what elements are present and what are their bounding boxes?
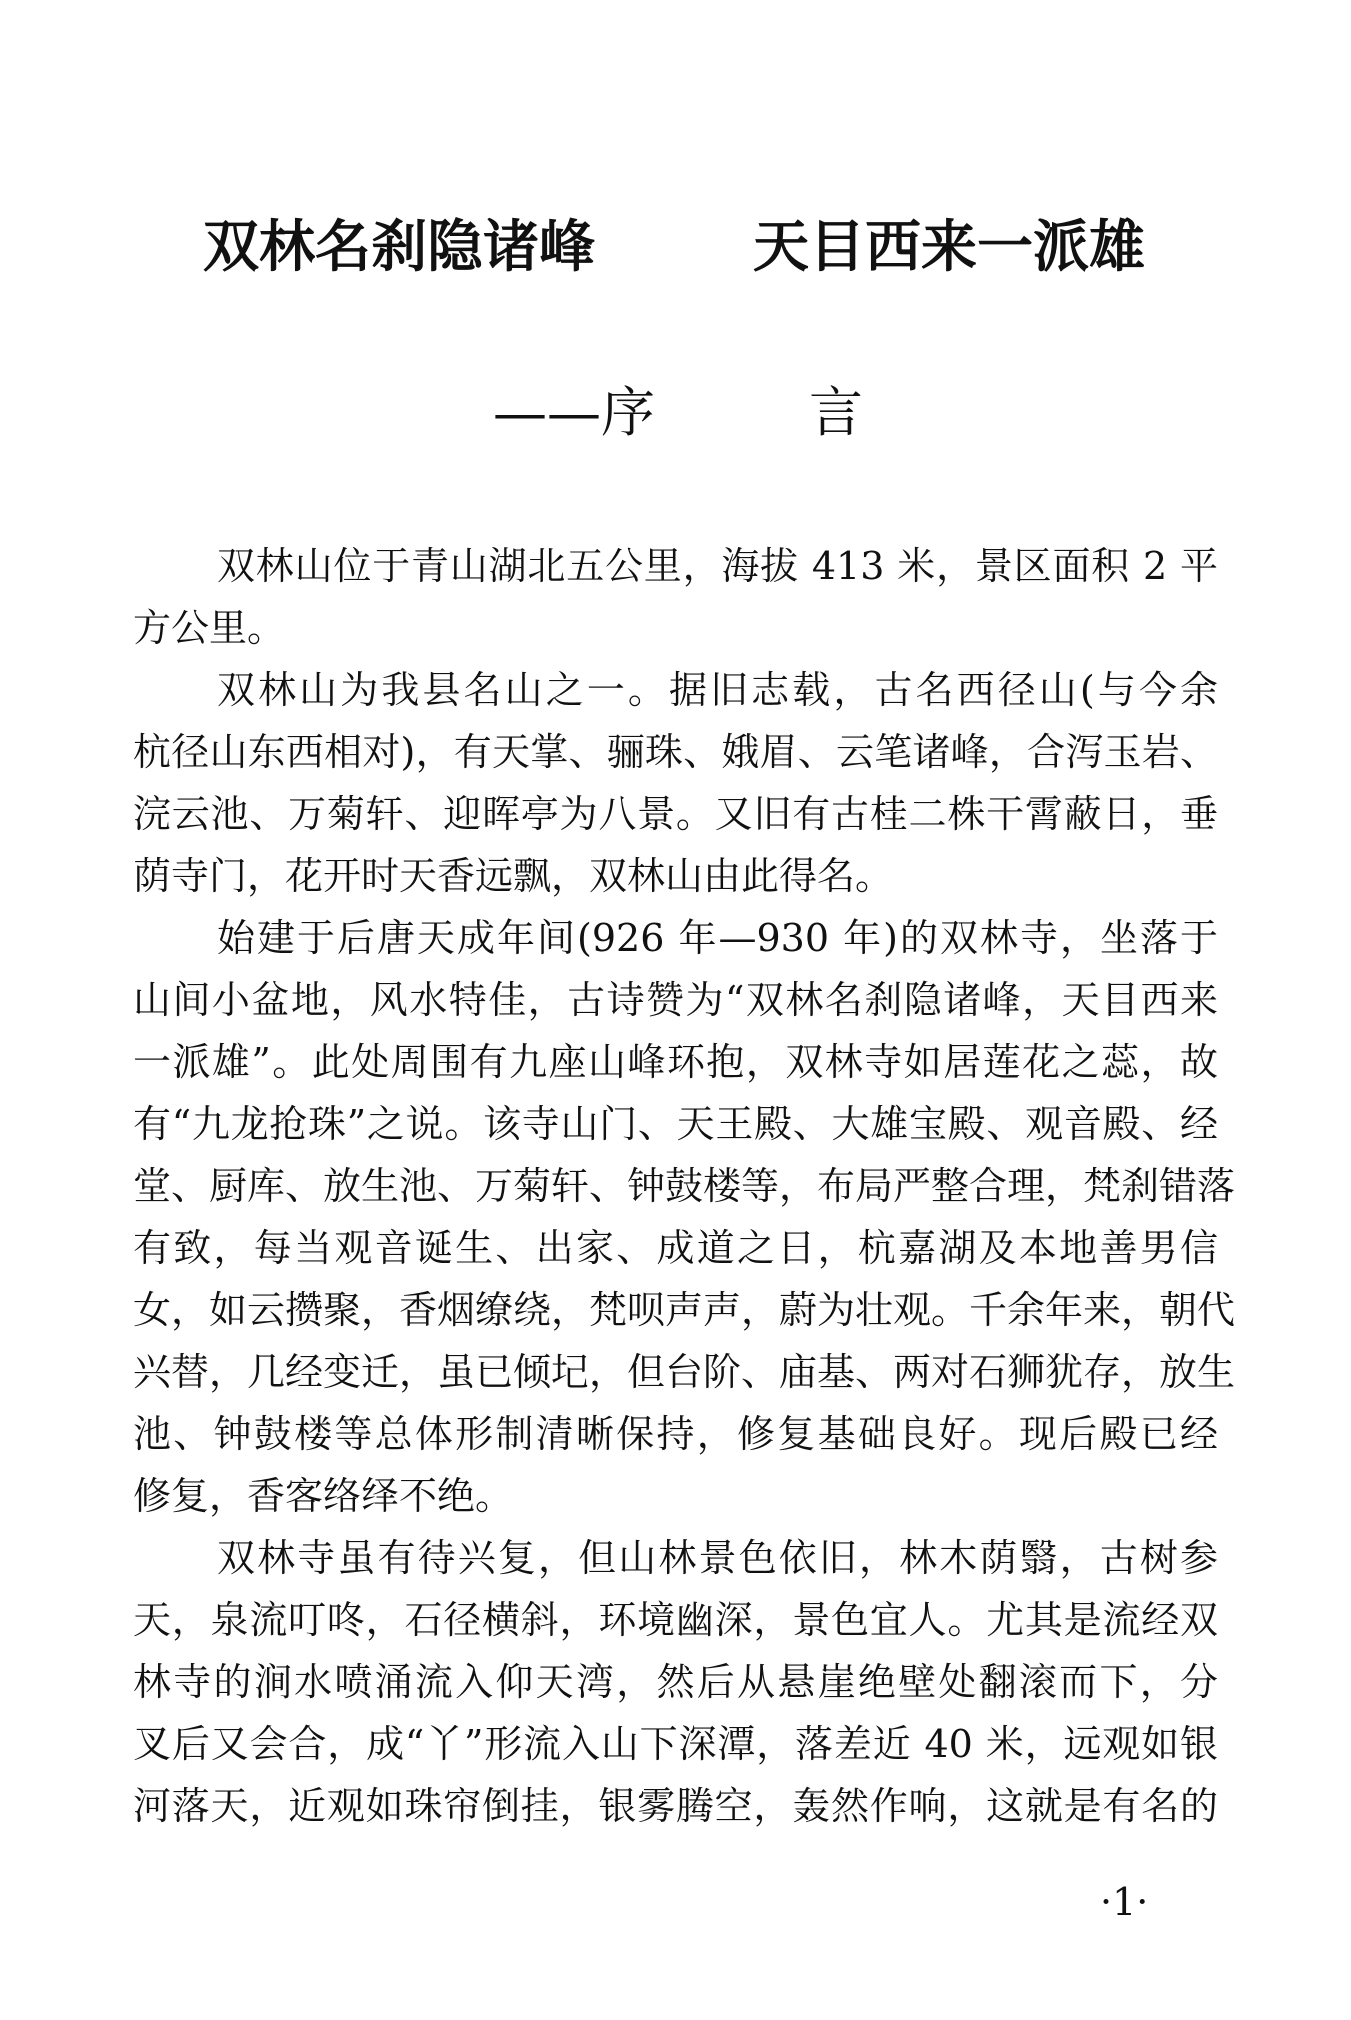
text-line: 河落天，近观如珠帘倒挂，银雾腾空，轰然作响，这就是有名的 [133,1784,1218,1828]
text-line: 林寺的涧水喷涌流入仰天湾，然后从悬崖绝壁处翻滚而下，分 [133,1660,1218,1704]
title-part-2: 天目西来一派雄 [753,214,1145,280]
text-line: 修复，香客络绎不绝。 [133,1474,514,1518]
text-line: 双林山为我县名山之一。据旧志载，古名西径山(与今余 [217,668,1218,712]
text-line: 荫寺门，花开时天香远飘，双林山由此得名。 [133,854,894,898]
text-line: 双林寺虽有待兴复，但山林景色依旧，林木荫翳，古树参 [217,1536,1218,1580]
text-line: 池、钟鼓楼等总体形制清晰保持，修复基础良好。现后殿已经 [133,1412,1218,1456]
text-line: 双林山位于青山湖北五公里，海拔 413 米，景区面积 2 平 [217,544,1218,588]
text-line: 有“九龙抢珠”之说。该寺山门、天王殿、大雄宝殿、观音殿、经 [133,1102,1218,1146]
page-title [203,212,1145,282]
text-line: 浣云池、万菊轩、迎晖亭为八景。又旧有古桂二株干霄蔽日，垂 [133,792,1218,836]
text-line: 一派雄”。此处周围有九座山峰环抱，双林寺如居莲花之蕊，故 [133,1040,1218,1084]
text-line: 天，泉流叮咚，石径横斜，环境幽深，景色宜人。尤其是流经双 [133,1598,1218,1642]
text-line: 山间小盆地，风水特佳，古诗赞为“双林名刹隐诸峰，天目西来 [133,978,1218,1022]
body-text [133,535,1236,1837]
subtitle-part-1: ——序 [493,381,655,444]
text-line: 始建于后唐天成年间(926 年—930 年)的双林寺，坐落于 [217,916,1218,960]
text-line: 女，如云攒聚，香烟缭绕，梵呗声声，蔚为壮观。千余年来，朝代 [133,1288,1236,1332]
text-line: 堂、厨库、放生池、万菊轩、钟鼓楼等，布局严整合理，梵刹错落 [133,1164,1236,1208]
text-line: 兴替，几经变迁，虽已倾圮，但台阶、庙基、两对石狮犹存，放生 [133,1350,1236,1394]
page-number: ·1· [1100,1880,1149,1924]
text-line: 叉后又会合，成“丫”形流入山下深潭，落差近 40 米，远观如银 [133,1722,1218,1766]
subtitle-part-2: 言 [809,381,863,444]
section-subtitle [493,378,863,448]
text-line: 方公里。 [133,606,286,650]
text-line: 杭径山东西相对)，有天掌、骊珠、娥眉、云笔诸峰，合泻玉岩、 [133,730,1218,774]
title-part-1: 双林名刹隐诸峰 [203,214,595,280]
text-line: 有致，每当观音诞生、出家、成道之日，杭嘉湖及本地善男信 [133,1226,1218,1270]
